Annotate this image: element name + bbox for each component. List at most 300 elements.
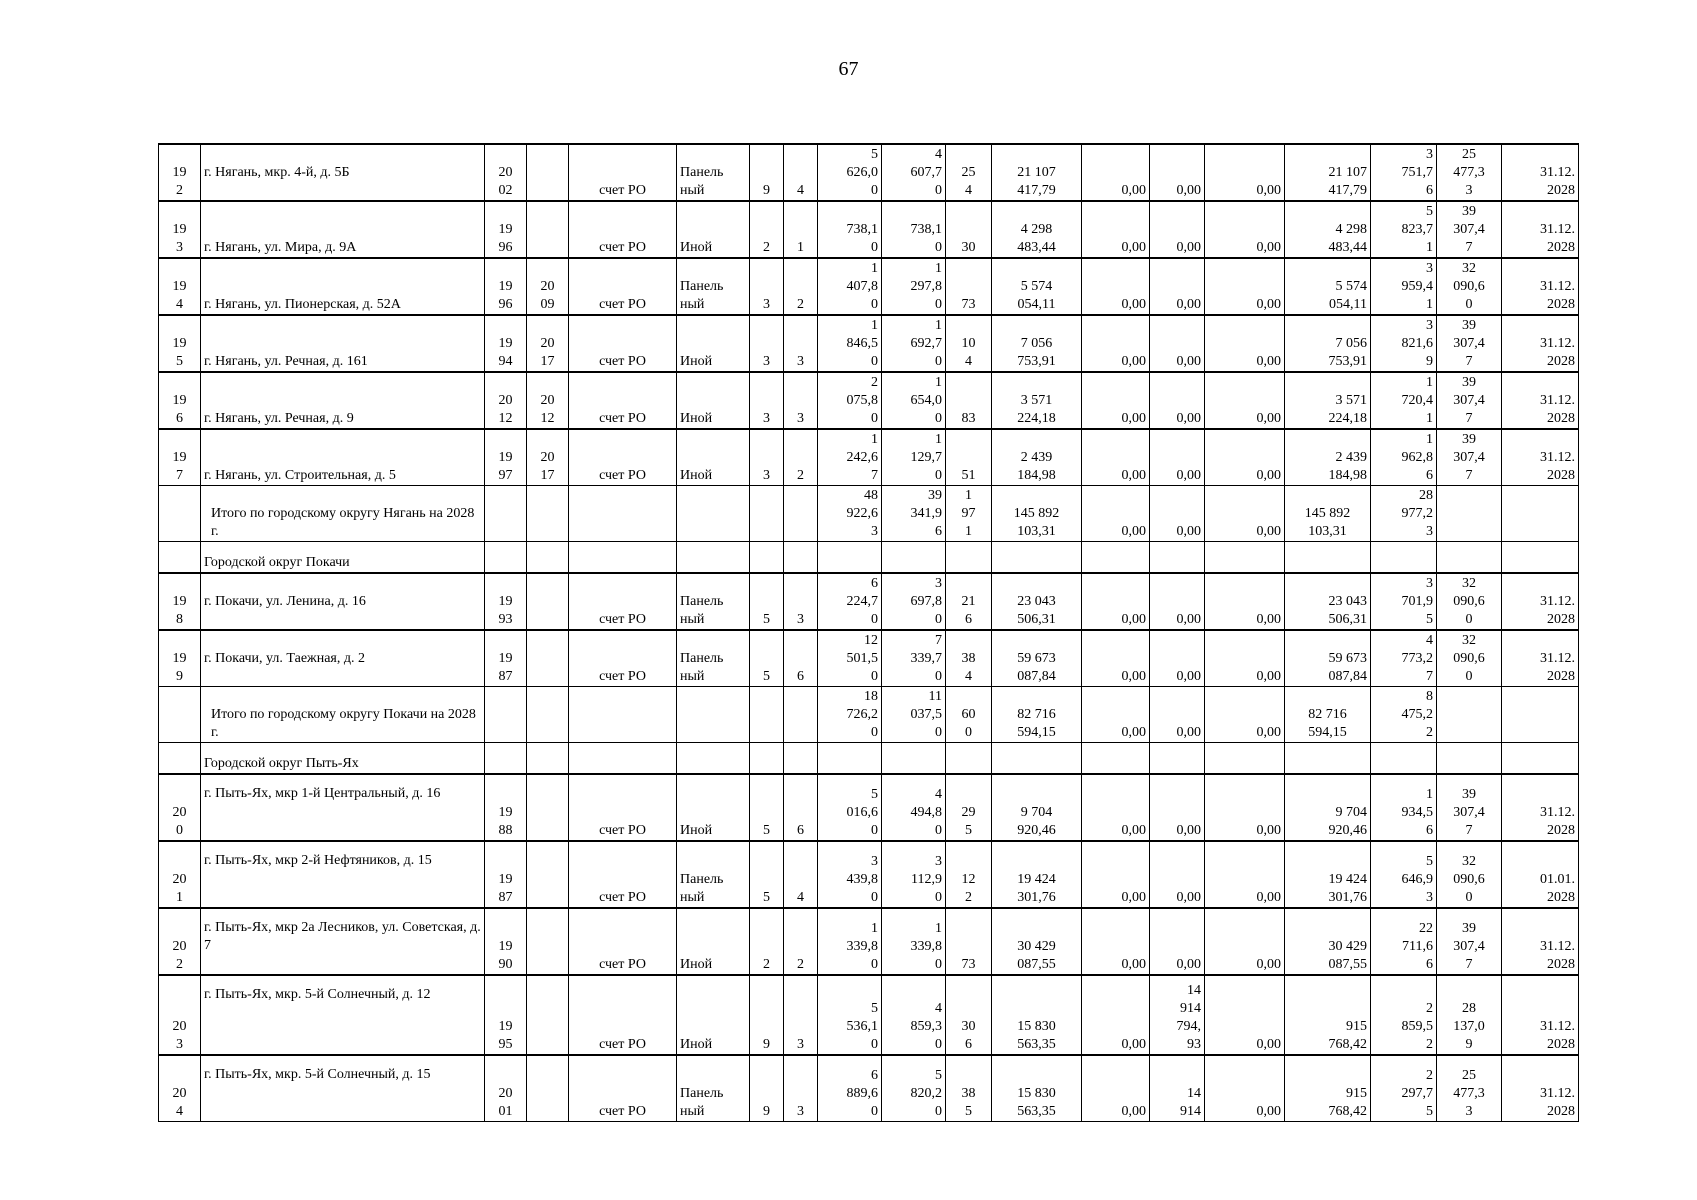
entrances-cell: 4 xyxy=(784,144,818,201)
total-area-cell: 3 439,8 0 xyxy=(818,841,882,908)
fund-source-3-cell: 0,00 xyxy=(1205,429,1285,486)
floors-cell: 3 xyxy=(750,315,784,372)
fund-source-3-cell: 0,00 xyxy=(1205,201,1285,258)
fund-source-3-cell: 0,00 xyxy=(1205,630,1285,687)
total-area-cell: 5 016,6 0 xyxy=(818,774,882,841)
completion-date-cell: 31.12. 2028 xyxy=(1502,630,1579,687)
wall-material-cell: Иной xyxy=(677,975,750,1055)
fund-method-cell xyxy=(569,743,677,775)
year-built-cell: 19 97 xyxy=(485,429,527,486)
living-area-cell: 4 607,7 0 xyxy=(882,144,946,201)
completion-date-cell: 31.12. 2028 xyxy=(1502,372,1579,429)
floors-cell: 5 xyxy=(750,774,784,841)
fund-source-1-cell: 0,00 xyxy=(1082,687,1150,743)
residents-cell: 38 5 xyxy=(946,1055,992,1122)
living-area-cell: 738,1 0 xyxy=(882,201,946,258)
year-repair-cell xyxy=(527,630,569,687)
living-area-cell: 5 820,2 0 xyxy=(882,1055,946,1122)
entrances-cell: 4 xyxy=(784,841,818,908)
fund-source-3-cell: 0,00 xyxy=(1205,774,1285,841)
address-cell: г. Пыть-Ях, мкр 1-й Центральный, д. 16 xyxy=(201,774,485,841)
living-area-cell: 1 297,8 0 xyxy=(882,258,946,315)
wall-material-cell: Иной xyxy=(677,315,750,372)
address-cell: г. Пыть-Ях, мкр 2а Лесников, ул. Советская, д. 7 xyxy=(201,908,485,975)
fund-source-4-cell: 19 424 301,76 xyxy=(1285,841,1371,908)
living-area-cell: 7 339,7 0 xyxy=(882,630,946,687)
limit-cost-cell: 32 090,6 0 xyxy=(1437,841,1502,908)
wall-material-cell: Иной xyxy=(677,372,750,429)
completion-date-cell: 31.12. 2028 xyxy=(1502,315,1579,372)
floors-cell: 3 xyxy=(750,372,784,429)
fund-method-cell: счет РО xyxy=(569,774,677,841)
total-cost-cell: 15 830 563,35 xyxy=(992,1055,1082,1122)
living-area-cell: 4 494,8 0 xyxy=(882,774,946,841)
total-cost-cell: 3 571 224,18 xyxy=(992,372,1082,429)
limit-cost-cell: 28 137,0 9 xyxy=(1437,975,1502,1055)
floors-cell: 9 xyxy=(750,975,784,1055)
fund-source-4-cell: 915 768,42 xyxy=(1285,1055,1371,1122)
total-area-cell xyxy=(818,542,882,574)
fund-source-4-cell: 4 298 483,44 xyxy=(1285,201,1371,258)
entrances-cell xyxy=(784,687,818,743)
address-cell: г. Покачи, ул. Ленина, д. 16 xyxy=(201,573,485,630)
wall-material-cell: Иной xyxy=(677,908,750,975)
limit-cost-cell: 39 307,4 7 xyxy=(1437,201,1502,258)
fund-source-4-cell: 82 716 594,15 xyxy=(1285,687,1371,743)
limit-cost-cell xyxy=(1437,542,1502,574)
residents-cell: 60 0 xyxy=(946,687,992,743)
section-title: Городской округ Покачи xyxy=(201,542,485,574)
fund-source-3-cell: 0,00 xyxy=(1205,841,1285,908)
fund-method-cell: счет РО xyxy=(569,975,677,1055)
subtotal-row xyxy=(159,486,1579,542)
fund-source-4-cell: 59 673 087,84 xyxy=(1285,630,1371,687)
wall-material-cell: Иной xyxy=(677,201,750,258)
total-cost-cell: 15 830 563,35 xyxy=(992,975,1082,1055)
completion-date-cell: 31.12. 2028 xyxy=(1502,908,1579,975)
residents-cell: 21 6 xyxy=(946,573,992,630)
total-area-cell: 5 536,1 0 xyxy=(818,975,882,1055)
total-area-cell: 18 726,2 0 xyxy=(818,687,882,743)
row-number xyxy=(159,687,201,743)
fund-method-cell: счет РО xyxy=(569,372,677,429)
year-built-cell: 19 90 xyxy=(485,908,527,975)
fund-source-3-cell: 0,00 xyxy=(1205,1055,1285,1122)
residents-cell xyxy=(946,542,992,574)
subtotal-label: Итого по городскому округу Нягань на 2028 г. xyxy=(201,486,485,542)
wall-material-cell: Иной xyxy=(677,774,750,841)
entrances-cell: 3 xyxy=(784,315,818,372)
total-cost-cell: 4 298 483,44 xyxy=(992,201,1082,258)
limit-cost-cell: 39 307,4 7 xyxy=(1437,908,1502,975)
completion-date-cell: 31.12. 2028 xyxy=(1502,573,1579,630)
entrances-cell: 3 xyxy=(784,372,818,429)
fund-source-2-cell: 0,00 xyxy=(1150,687,1205,743)
year-built-cell: 19 88 xyxy=(485,774,527,841)
floors-cell: 5 xyxy=(750,630,784,687)
fund-source-3-cell: 0,00 xyxy=(1205,315,1285,372)
entrances-cell xyxy=(784,743,818,775)
fund-source-1-cell: 0,00 xyxy=(1082,975,1150,1055)
total-area-cell: 738,1 0 xyxy=(818,201,882,258)
fund-source-1-cell: 0,00 xyxy=(1082,201,1150,258)
total-area-cell: 1 846,5 0 xyxy=(818,315,882,372)
total-cost-cell: 19 424 301,76 xyxy=(992,841,1082,908)
fund-source-2-cell: 0,00 xyxy=(1150,429,1205,486)
year-repair-cell xyxy=(527,908,569,975)
fund-source-3-cell: 0,00 xyxy=(1205,144,1285,201)
wall-material-cell xyxy=(677,542,750,574)
year-built-cell: 19 87 xyxy=(485,841,527,908)
year-built-cell: 20 12 xyxy=(485,372,527,429)
limit-cost-cell: 32 090,6 0 xyxy=(1437,630,1502,687)
unit-cost-cell: 22 711,6 6 xyxy=(1371,908,1437,975)
year-built-cell: 20 01 xyxy=(485,1055,527,1122)
residents-cell: 29 5 xyxy=(946,774,992,841)
completion-date-cell: 31.12. 2028 xyxy=(1502,144,1579,201)
wall-material-cell: Панель ный xyxy=(677,258,750,315)
completion-date-cell xyxy=(1502,542,1579,574)
fund-source-1-cell: 0,00 xyxy=(1082,144,1150,201)
table-row xyxy=(159,573,1579,630)
entrances-cell: 2 xyxy=(784,429,818,486)
fund-source-1-cell: 0,00 xyxy=(1082,486,1150,542)
year-built-cell: 19 93 xyxy=(485,573,527,630)
total-area-cell: 1 242,6 7 xyxy=(818,429,882,486)
completion-date-cell: 31.12. 2028 xyxy=(1502,258,1579,315)
year-repair-cell: 20 12 xyxy=(527,372,569,429)
address-cell: г. Нягань, ул. Пионерская, д. 52А xyxy=(201,258,485,315)
fund-source-1-cell: 0,00 xyxy=(1082,573,1150,630)
floors-cell: 3 xyxy=(750,429,784,486)
fund-source-1-cell: 0,00 xyxy=(1082,372,1150,429)
fund-source-3-cell: 0,00 xyxy=(1205,687,1285,743)
fund-source-4-cell: 9 704 920,46 xyxy=(1285,774,1371,841)
limit-cost-cell: 39 307,4 7 xyxy=(1437,315,1502,372)
table-row xyxy=(159,908,1579,975)
fund-source-2-cell: 0,00 xyxy=(1150,908,1205,975)
row-number: 19 6 xyxy=(159,372,201,429)
floors-cell: 2 xyxy=(750,201,784,258)
total-cost-cell xyxy=(992,743,1082,775)
fund-source-3-cell xyxy=(1205,542,1285,574)
fund-source-2-cell: 0,00 xyxy=(1150,841,1205,908)
living-area-cell: 39 341,9 6 xyxy=(882,486,946,542)
total-cost-cell: 30 429 087,55 xyxy=(992,908,1082,975)
subtotal-row xyxy=(159,687,1579,743)
year-repair-cell xyxy=(527,841,569,908)
entrances-cell: 3 xyxy=(784,975,818,1055)
fund-method-cell: счет РО xyxy=(569,429,677,486)
unit-cost-cell: 3 751,7 6 xyxy=(1371,144,1437,201)
year-repair-cell xyxy=(527,743,569,775)
address-cell: г. Пыть-Ях, мкр. 5-й Солнечный, д. 15 xyxy=(201,1055,485,1122)
fund-method-cell xyxy=(569,687,677,743)
row-number: 19 7 xyxy=(159,429,201,486)
unit-cost-cell: 8 475,2 2 xyxy=(1371,687,1437,743)
section-title: Городской округ Пыть-Ях xyxy=(201,743,485,775)
fund-source-4-cell xyxy=(1285,542,1371,574)
fund-source-1-cell xyxy=(1082,743,1150,775)
living-area-cell: 1 654,0 0 xyxy=(882,372,946,429)
fund-source-2-cell: 0,00 xyxy=(1150,144,1205,201)
table-row xyxy=(159,258,1579,315)
limit-cost-cell: 32 090,6 0 xyxy=(1437,258,1502,315)
fund-method-cell: счет РО xyxy=(569,841,677,908)
fund-method-cell: счет РО xyxy=(569,144,677,201)
address-cell: г. Нягань, ул. Мира, д. 9А xyxy=(201,201,485,258)
completion-date-cell: 31.12. 2028 xyxy=(1502,201,1579,258)
row-number xyxy=(159,743,201,775)
residents-cell: 12 2 xyxy=(946,841,992,908)
wall-material-cell: Панель ный xyxy=(677,1055,750,1122)
completion-date-cell: 31.12. 2028 xyxy=(1502,1055,1579,1122)
unit-cost-cell: 1 962,8 6 xyxy=(1371,429,1437,486)
address-cell: г. Нягань, ул. Речная, д. 161 xyxy=(201,315,485,372)
housing-repair-table xyxy=(158,143,1579,1122)
year-built-cell: 19 94 xyxy=(485,315,527,372)
row-number xyxy=(159,486,201,542)
row-number: 19 3 xyxy=(159,201,201,258)
address-cell: г. Покачи, ул. Таежная, д. 2 xyxy=(201,630,485,687)
total-area-cell: 1 407,8 0 xyxy=(818,258,882,315)
year-repair-cell: 20 09 xyxy=(527,258,569,315)
fund-source-1-cell: 0,00 xyxy=(1082,630,1150,687)
section-header-row xyxy=(159,743,1579,775)
entrances-cell: 2 xyxy=(784,258,818,315)
fund-method-cell: счет РО xyxy=(569,908,677,975)
table-row xyxy=(159,429,1579,486)
fund-source-3-cell: 0,00 xyxy=(1205,573,1285,630)
floors-cell xyxy=(750,743,784,775)
floors-cell: 2 xyxy=(750,908,784,975)
living-area-cell: 4 859,3 0 xyxy=(882,975,946,1055)
row-number: 19 5 xyxy=(159,315,201,372)
limit-cost-cell xyxy=(1437,743,1502,775)
living-area-cell: 1 339,8 0 xyxy=(882,908,946,975)
completion-date-cell xyxy=(1502,687,1579,743)
total-area-cell: 48 922,6 3 xyxy=(818,486,882,542)
residents-cell: 10 4 xyxy=(946,315,992,372)
total-cost-cell: 21 107 417,79 xyxy=(992,144,1082,201)
total-area-cell: 5 626,0 0 xyxy=(818,144,882,201)
fund-source-2-cell: 0,00 xyxy=(1150,630,1205,687)
limit-cost-cell: 39 307,4 7 xyxy=(1437,372,1502,429)
completion-date-cell xyxy=(1502,486,1579,542)
limit-cost-cell: 25 477,3 3 xyxy=(1437,144,1502,201)
row-number: 20 0 xyxy=(159,774,201,841)
floors-cell: 9 xyxy=(750,1055,784,1122)
year-repair-cell xyxy=(527,144,569,201)
table-row xyxy=(159,315,1579,372)
year-built-cell xyxy=(485,542,527,574)
unit-cost-cell: 2 297,7 5 xyxy=(1371,1055,1437,1122)
living-area-cell: 3 697,8 0 xyxy=(882,573,946,630)
table-row xyxy=(159,201,1579,258)
page-number: 67 xyxy=(838,58,859,80)
residents-cell: 83 xyxy=(946,372,992,429)
residents-cell: 73 xyxy=(946,908,992,975)
wall-material-cell: Панель ный xyxy=(677,630,750,687)
total-cost-cell: 59 673 087,84 xyxy=(992,630,1082,687)
floors-cell xyxy=(750,687,784,743)
fund-source-3-cell xyxy=(1205,743,1285,775)
unit-cost-cell: 3 701,9 5 xyxy=(1371,573,1437,630)
floors-cell: 5 xyxy=(750,573,784,630)
row-number: 20 2 xyxy=(159,908,201,975)
residents-cell: 73 xyxy=(946,258,992,315)
fund-source-1-cell: 0,00 xyxy=(1082,1055,1150,1122)
fund-source-2-cell: 0,00 xyxy=(1150,201,1205,258)
row-number: 20 3 xyxy=(159,975,201,1055)
limit-cost-cell: 39 307,4 7 xyxy=(1437,774,1502,841)
address-cell: г. Нягань, ул. Строительная, д. 5 xyxy=(201,429,485,486)
fund-source-2-cell: 0,00 xyxy=(1150,258,1205,315)
entrances-cell: 6 xyxy=(784,630,818,687)
fund-method-cell xyxy=(569,486,677,542)
unit-cost-cell: 2 859,5 2 xyxy=(1371,975,1437,1055)
fund-source-3-cell: 0,00 xyxy=(1205,908,1285,975)
fund-source-4-cell: 145 892 103,31 xyxy=(1285,486,1371,542)
fund-source-4-cell: 21 107 417,79 xyxy=(1285,144,1371,201)
fund-method-cell: счет РО xyxy=(569,573,677,630)
entrances-cell xyxy=(784,486,818,542)
living-area-cell: 1 129,7 0 xyxy=(882,429,946,486)
fund-method-cell: счет РО xyxy=(569,630,677,687)
year-built-cell xyxy=(485,687,527,743)
year-built-cell: 20 02 xyxy=(485,144,527,201)
table-row xyxy=(159,975,1579,1055)
address-cell: г. Нягань, мкр. 4-й, д. 5Б xyxy=(201,144,485,201)
fund-source-2-cell: 0,00 xyxy=(1150,774,1205,841)
year-built-cell: 19 95 xyxy=(485,975,527,1055)
floors-cell: 9 xyxy=(750,144,784,201)
fund-source-3-cell: 0,00 xyxy=(1205,486,1285,542)
table-row xyxy=(159,841,1579,908)
fund-source-2-cell: 0,00 xyxy=(1150,372,1205,429)
fund-source-2-cell xyxy=(1150,743,1205,775)
fund-source-4-cell xyxy=(1285,743,1371,775)
wall-material-cell: Панель ный xyxy=(677,841,750,908)
residents-cell: 25 4 xyxy=(946,144,992,201)
unit-cost-cell: 3 821,6 9 xyxy=(1371,315,1437,372)
year-built-cell xyxy=(485,743,527,775)
fund-source-4-cell: 3 571 224,18 xyxy=(1285,372,1371,429)
living-area-cell xyxy=(882,743,946,775)
completion-date-cell xyxy=(1502,743,1579,775)
completion-date-cell: 31.12. 2028 xyxy=(1502,774,1579,841)
total-cost-cell: 23 043 506,31 xyxy=(992,573,1082,630)
wall-material-cell: Панель ный xyxy=(677,573,750,630)
fund-source-4-cell: 7 056 753,91 xyxy=(1285,315,1371,372)
year-built-cell: 19 96 xyxy=(485,258,527,315)
fund-source-4-cell: 2 439 184,98 xyxy=(1285,429,1371,486)
fund-source-3-cell: 0,00 xyxy=(1205,372,1285,429)
residents-cell: 30 6 xyxy=(946,975,992,1055)
fund-source-2-cell xyxy=(1150,542,1205,574)
table-body xyxy=(159,144,1579,1122)
limit-cost-cell: 39 307,4 7 xyxy=(1437,429,1502,486)
limit-cost-cell xyxy=(1437,687,1502,743)
completion-date-cell: 31.12. 2028 xyxy=(1502,429,1579,486)
fund-source-1-cell: 0,00 xyxy=(1082,841,1150,908)
wall-material-cell xyxy=(677,486,750,542)
residents-cell: 38 4 xyxy=(946,630,992,687)
unit-cost-cell: 1 720,4 1 xyxy=(1371,372,1437,429)
entrances-cell xyxy=(784,542,818,574)
total-area-cell: 12 501,5 0 xyxy=(818,630,882,687)
table-row xyxy=(159,774,1579,841)
unit-cost-cell: 5 646,9 3 xyxy=(1371,841,1437,908)
year-repair-cell xyxy=(527,975,569,1055)
total-cost-cell: 145 892 103,31 xyxy=(992,486,1082,542)
total-area-cell: 2 075,8 0 xyxy=(818,372,882,429)
entrances-cell: 6 xyxy=(784,774,818,841)
wall-material-cell: Иной xyxy=(677,429,750,486)
year-repair-cell xyxy=(527,201,569,258)
unit-cost-cell: 5 823,7 1 xyxy=(1371,201,1437,258)
address-cell: г. Пыть-Ях, мкр 2-й Нефтяников, д. 15 xyxy=(201,841,485,908)
fund-source-1-cell: 0,00 xyxy=(1082,315,1150,372)
entrances-cell: 1 xyxy=(784,201,818,258)
address-cell: г. Пыть-Ях, мкр. 5-й Солнечный, д. 12 xyxy=(201,975,485,1055)
total-cost-cell: 82 716 594,15 xyxy=(992,687,1082,743)
year-repair-cell xyxy=(527,542,569,574)
row-number: 20 1 xyxy=(159,841,201,908)
year-built-cell: 19 87 xyxy=(485,630,527,687)
living-area-cell: 11 037,5 0 xyxy=(882,687,946,743)
fund-method-cell: счет РО xyxy=(569,315,677,372)
residents-cell: 51 xyxy=(946,429,992,486)
table-row xyxy=(159,630,1579,687)
year-repair-cell xyxy=(527,486,569,542)
total-cost-cell xyxy=(992,542,1082,574)
total-area-cell: 6 889,6 0 xyxy=(818,1055,882,1122)
fund-source-2-cell: 0,00 xyxy=(1150,315,1205,372)
year-repair-cell xyxy=(527,687,569,743)
fund-source-4-cell: 5 574 054,11 xyxy=(1285,258,1371,315)
fund-source-4-cell: 915 768,42 xyxy=(1285,975,1371,1055)
year-repair-cell xyxy=(527,774,569,841)
living-area-cell xyxy=(882,542,946,574)
total-cost-cell: 7 056 753,91 xyxy=(992,315,1082,372)
table-row xyxy=(159,372,1579,429)
floors-cell xyxy=(750,542,784,574)
row-number: 19 9 xyxy=(159,630,201,687)
living-area-cell: 3 112,9 0 xyxy=(882,841,946,908)
total-cost-cell: 9 704 920,46 xyxy=(992,774,1082,841)
year-repair-cell: 20 17 xyxy=(527,315,569,372)
completion-date-cell: 01.01. 2028 xyxy=(1502,841,1579,908)
fund-source-2-cell: 14 914 xyxy=(1150,1055,1205,1122)
limit-cost-cell: 32 090,6 0 xyxy=(1437,573,1502,630)
limit-cost-cell: 25 477,3 3 xyxy=(1437,1055,1502,1122)
fund-method-cell: счет РО xyxy=(569,258,677,315)
table-row xyxy=(159,1055,1579,1122)
total-area-cell: 1 339,8 0 xyxy=(818,908,882,975)
section-header-row xyxy=(159,542,1579,574)
year-built-cell xyxy=(485,486,527,542)
floors-cell xyxy=(750,486,784,542)
wall-material-cell: Панель ный xyxy=(677,144,750,201)
unit-cost-cell: 3 959,4 1 xyxy=(1371,258,1437,315)
fund-source-1-cell: 0,00 xyxy=(1082,429,1150,486)
residents-cell: 30 xyxy=(946,201,992,258)
fund-source-4-cell: 23 043 506,31 xyxy=(1285,573,1371,630)
entrances-cell: 2 xyxy=(784,908,818,975)
fund-source-3-cell: 0,00 xyxy=(1205,975,1285,1055)
fund-source-3-cell: 0,00 xyxy=(1205,258,1285,315)
